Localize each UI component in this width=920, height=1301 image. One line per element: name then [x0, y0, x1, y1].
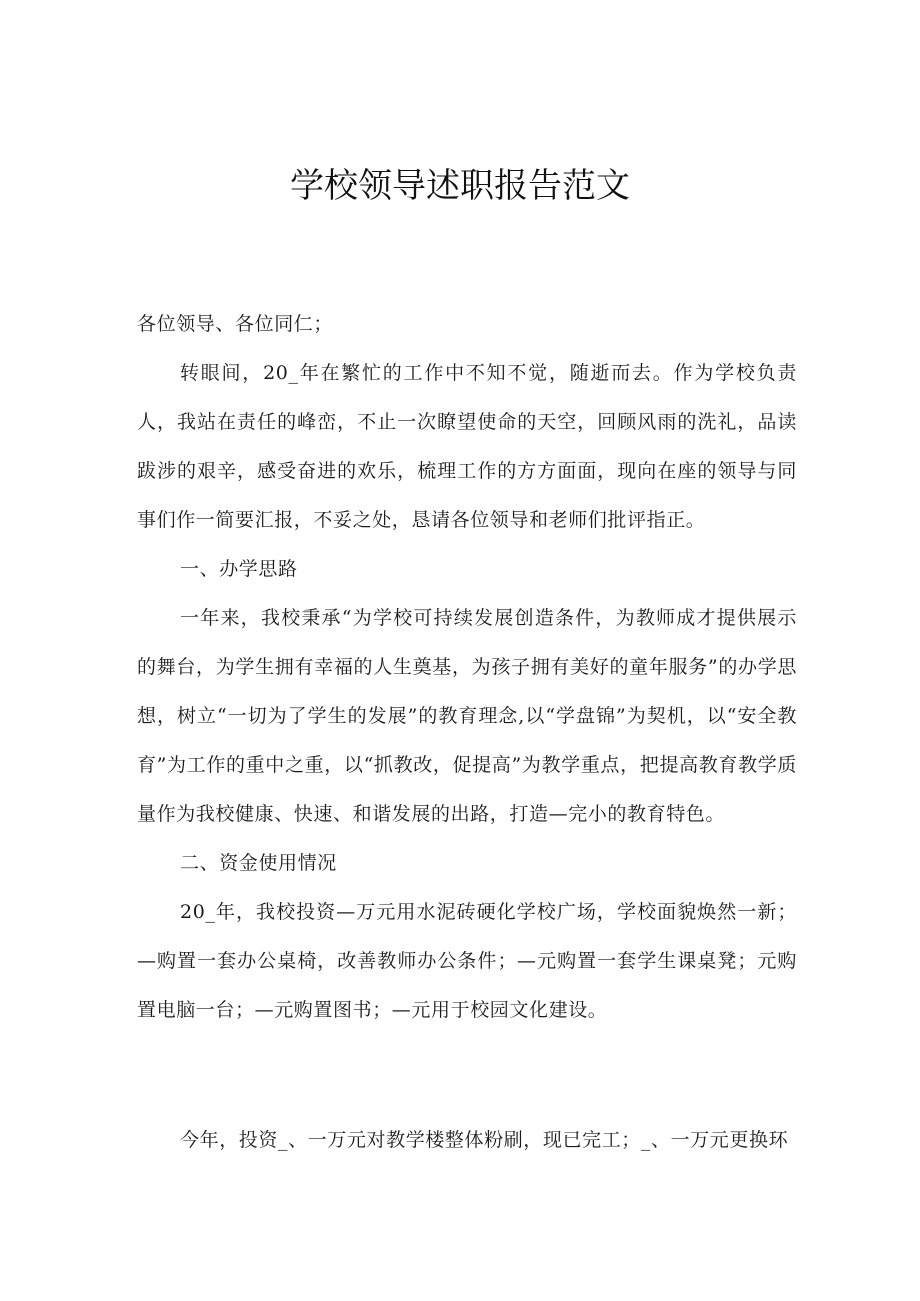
greeting-block: [137, 300, 797, 349]
intro-paragraph: 转眼间，20_年在繁忙的工作中不知不觉，随逝而去。作为学校负责人，我站在责任的峰峦，不止一次瞭望使命的天空，回顾风雨的洗礼，品读跋涉的艰辛，感受奋进的欢乐，梳理工作的方方面面，现向在座的领导与同事们作一简要汇报，不妥之处，恳请各位领导和老师们批评指正。: [137, 362, 797, 531]
section-1-paragraph: 一年来，我校秉承“为学校可持续发展创造条件，为教师成才提供展示的舞台，为学生拥有幸福的人生奠基，为孩子拥有美好的童年服务”的办学思想，树立“一切为了学生的发展”的教育理念,以“学盘锦”为契机，以“安全教育”为工作的重中之重，以“抓教改，促提高”为教学重点，把提高教育教学质量作为我校健康、快速、和谐发展的出路，打造—完小的教育特色。: [137, 607, 797, 825]
section-2-paragraph-2: 今年，投资_、一万元对教学楼整体粉刷，现已完工；_、一万元更换环: [180, 1129, 789, 1151]
continuation-block: [137, 1116, 797, 1165]
main-body: [137, 349, 797, 1035]
section-2-paragraph: 20_年，我校投资—万元用水泥砖硬化学校广场，学校面貌焕然一新；—购置一套办公桌椅，改善教师办公条件；—元购置一套学生课桌凳；元购置电脑一台；—元购置图书；—元用于校园文化建设。: [137, 901, 797, 1021]
section-1-heading: 一、办学思路: [180, 558, 298, 580]
document-title: 学校领导述职报告范文: [290, 166, 630, 206]
section-2-heading: 二、资金使用情况: [180, 852, 337, 874]
greeting-line: 各位领导、各位同仁；: [137, 313, 334, 335]
